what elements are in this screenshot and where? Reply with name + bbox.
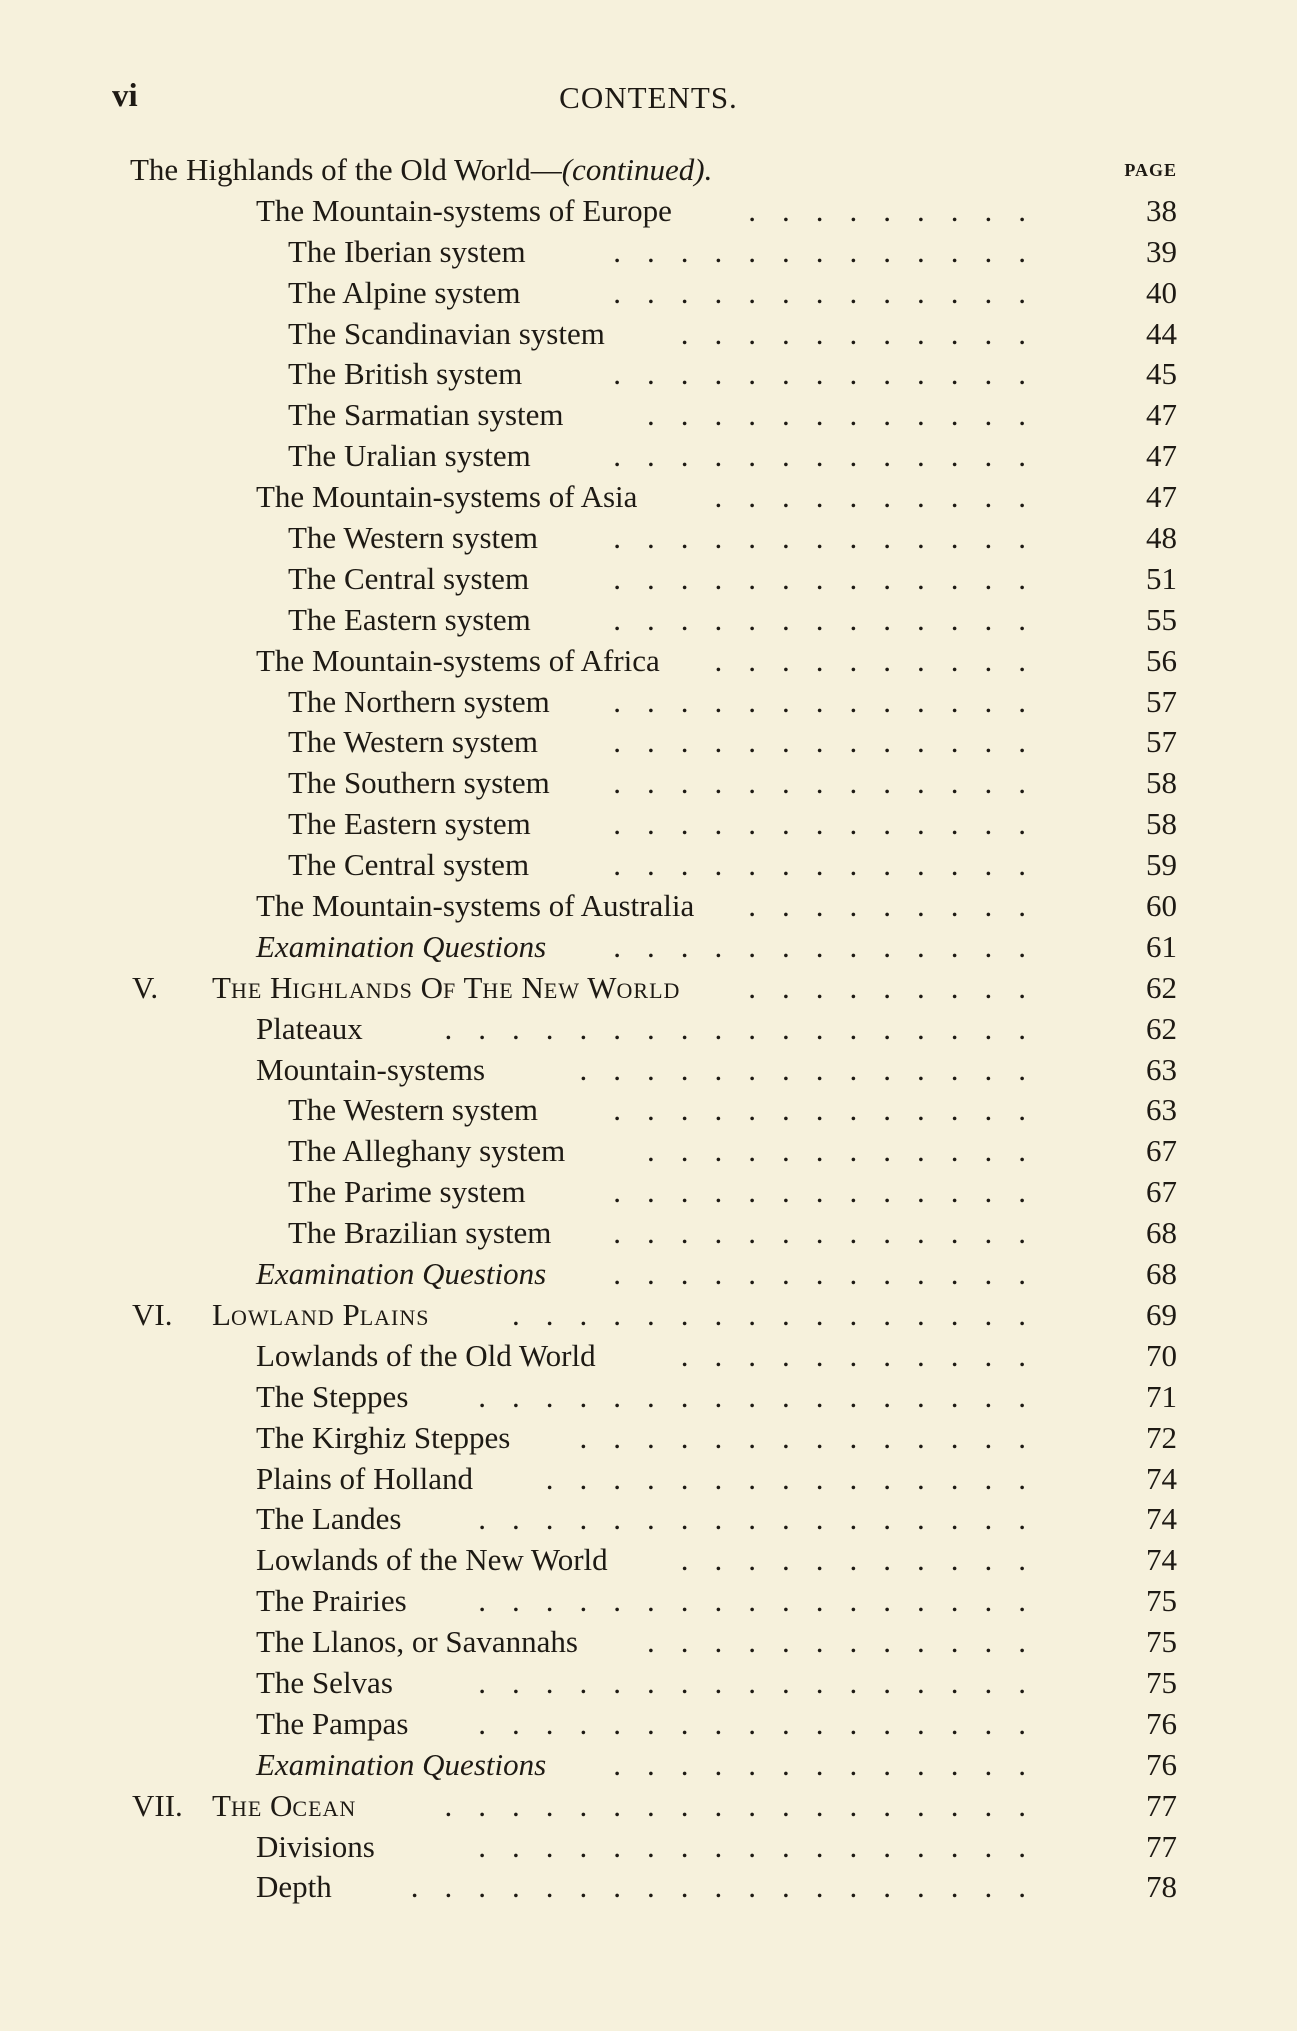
page-number: vi xyxy=(112,78,138,114)
toc-entry xyxy=(0,1867,1297,1908)
toc-entry xyxy=(0,968,1297,1009)
toc-entry xyxy=(0,559,1297,600)
toc-entry xyxy=(0,1131,1297,1172)
toc-entry-title: The Eastern system xyxy=(288,601,531,637)
toc-page-number: 44 xyxy=(1146,315,1177,351)
toc-entry xyxy=(0,1295,1297,1336)
toc-page-number: 56 xyxy=(1146,642,1177,678)
toc-entry-title: The Mountain-systems of Australia xyxy=(256,888,695,924)
toc-entry xyxy=(0,804,1297,845)
toc-entry-title: The Mountain-systems of Europe xyxy=(256,192,672,228)
toc-entry-title xyxy=(132,1786,356,1830)
toc-page-number: 57 xyxy=(1146,683,1177,719)
toc-entry xyxy=(0,1254,1297,1295)
leader-dots: ............. xyxy=(613,806,1052,842)
leader-dots: ................. xyxy=(478,1705,1052,1741)
toc-entry-title: The Landes xyxy=(256,1501,402,1537)
toc-entry xyxy=(0,1622,1297,1663)
toc-entry xyxy=(0,1745,1297,1786)
toc-page-number: 63 xyxy=(1146,1051,1177,1087)
toc-page-number: 58 xyxy=(1146,806,1177,842)
leader-dots: ............. xyxy=(613,520,1052,556)
toc-entry xyxy=(0,232,1297,273)
toc-page-number: 47 xyxy=(1146,479,1177,515)
leader-dots: ............. xyxy=(613,438,1052,474)
toc-entry xyxy=(0,314,1297,355)
leader-dots: ........... xyxy=(680,1542,1052,1578)
toc-page-number: 67 xyxy=(1146,1174,1177,1210)
chapter-title: LOWLAND PLAINS xyxy=(212,1296,430,1332)
toc-page-number: 78 xyxy=(1146,1869,1177,1905)
running-title: CONTENTS. xyxy=(559,80,738,115)
toc-entry-title: The Sarmatian system xyxy=(288,397,564,433)
chapter-numeral: V. xyxy=(132,969,159,1005)
toc-entry xyxy=(0,1827,1297,1868)
toc-entry-title: The Southern system xyxy=(288,765,550,801)
toc-entry-title: Mountain-systems xyxy=(256,1051,486,1087)
toc-entry xyxy=(0,886,1297,927)
toc-entry-title: The Prairies xyxy=(256,1583,407,1619)
toc-entry-title: Examination Questions xyxy=(256,1746,547,1782)
toc-entry xyxy=(0,1377,1297,1418)
toc-entry xyxy=(0,477,1297,518)
toc-page-number: 76 xyxy=(1146,1746,1177,1782)
toc-entry-title: The Western system xyxy=(288,724,539,760)
continued-heading-italic: (continued). xyxy=(561,152,713,187)
toc-entry-title: The Western system xyxy=(288,520,539,556)
leader-dots: ......... xyxy=(748,969,1052,1005)
toc-entry xyxy=(0,1418,1297,1459)
toc-entry-title: The Llanos, or Savannahs xyxy=(256,1624,578,1660)
toc-entry-title: The Scandinavian system xyxy=(288,315,605,351)
toc-entry xyxy=(0,600,1297,641)
leader-dots: .......... xyxy=(714,479,1052,515)
chapter-numeral: VI. xyxy=(132,1296,173,1332)
toc-entry xyxy=(0,927,1297,968)
leader-dots: .............. xyxy=(579,1419,1052,1455)
leader-dots: ................... xyxy=(410,1869,1052,1905)
chapter-title: THE OCEAN xyxy=(212,1787,357,1823)
leader-dots: ................. xyxy=(478,1664,1052,1700)
toc-page-number: 62 xyxy=(1146,1010,1177,1046)
toc-entry xyxy=(0,354,1297,395)
leader-dots: ............. xyxy=(613,274,1052,310)
toc-page-number: 63 xyxy=(1146,1092,1177,1128)
leader-dots: ............. xyxy=(613,847,1052,883)
leader-dots: ........... xyxy=(680,1337,1052,1373)
toc-entry xyxy=(0,1459,1297,1500)
leader-dots: ............ xyxy=(647,1624,1052,1660)
toc-entry xyxy=(0,436,1297,477)
toc-entry xyxy=(0,1540,1297,1581)
toc-entry-title: The Northern system xyxy=(288,683,550,719)
toc-entry xyxy=(0,722,1297,763)
toc-entry-title xyxy=(132,968,680,1012)
toc-entry-title: Divisions xyxy=(256,1828,375,1864)
leader-dots: ......... xyxy=(748,888,1052,924)
toc-page-number: 70 xyxy=(1146,1337,1177,1373)
page-column-label: PAGE xyxy=(1124,160,1177,180)
leader-dots: ............. xyxy=(613,1256,1052,1292)
toc-entry-title: The Mountain-systems of Asia xyxy=(256,479,638,515)
toc-continued-heading xyxy=(0,150,1297,191)
toc-page-number: 67 xyxy=(1146,1133,1177,1169)
toc-entry-title: The British system xyxy=(288,356,523,392)
toc-entry xyxy=(0,1213,1297,1254)
leader-dots: ............. xyxy=(613,1746,1052,1782)
toc-page-number: 45 xyxy=(1146,356,1177,392)
leader-dots: ................. xyxy=(478,1828,1052,1864)
toc-entry xyxy=(0,1704,1297,1745)
toc-entry xyxy=(0,1009,1297,1050)
toc-entry xyxy=(0,1090,1297,1131)
page-header xyxy=(0,78,1297,128)
leader-dots: ............. xyxy=(613,683,1052,719)
toc-entry-title: The Iberian system xyxy=(288,233,526,269)
toc-page-number: 48 xyxy=(1146,520,1177,556)
toc-page-number: 59 xyxy=(1146,847,1177,883)
leader-dots: ......... xyxy=(748,192,1052,228)
toc-page-number: 77 xyxy=(1146,1828,1177,1864)
toc-entry xyxy=(0,845,1297,886)
leader-dots: .................. xyxy=(444,1010,1052,1046)
continued-heading-text: The Highlands of the Old World— xyxy=(130,152,562,187)
leader-dots: ............. xyxy=(613,233,1052,269)
toc-page-number: 58 xyxy=(1146,765,1177,801)
toc-entry xyxy=(0,518,1297,559)
leader-dots: ............ xyxy=(647,397,1052,433)
leader-dots: .......... xyxy=(714,642,1052,678)
toc-entry-title: The Kirghiz Steppes xyxy=(256,1419,511,1455)
leader-dots: ............. xyxy=(613,724,1052,760)
toc-entry-title xyxy=(132,1295,429,1339)
leader-dots: ............. xyxy=(613,765,1052,801)
toc-page-number: 72 xyxy=(1146,1419,1177,1455)
toc-entry-title: The Selvas xyxy=(256,1664,393,1700)
toc-page-number: 77 xyxy=(1146,1787,1177,1823)
toc-page-number: 38 xyxy=(1146,192,1177,228)
toc-entry xyxy=(0,641,1297,682)
toc-entry xyxy=(0,1663,1297,1704)
leader-dots: ............... xyxy=(545,1460,1052,1496)
toc-page-number: 60 xyxy=(1146,888,1177,924)
toc-entry xyxy=(0,1050,1297,1091)
toc-entry-title: The Alpine system xyxy=(288,274,521,310)
toc-entry xyxy=(0,1336,1297,1377)
toc-page-number: 47 xyxy=(1146,397,1177,433)
toc-page-number: 74 xyxy=(1146,1542,1177,1578)
toc-entry-title: The Parime system xyxy=(288,1174,526,1210)
leader-dots: ............ xyxy=(647,1133,1052,1169)
toc-entry xyxy=(0,1172,1297,1213)
toc-page-number: 75 xyxy=(1146,1624,1177,1660)
toc-entry-title: Plains of Holland xyxy=(256,1460,473,1496)
toc-page-number: 55 xyxy=(1146,601,1177,637)
toc-entry-title: The Central system xyxy=(288,847,530,883)
leader-dots: ............. xyxy=(613,928,1052,964)
chapter-title: THE HIGHLANDS OF THE NEW WORLD xyxy=(212,969,681,1005)
toc-page-number: 75 xyxy=(1146,1664,1177,1700)
toc-page-number: 74 xyxy=(1146,1460,1177,1496)
leader-dots: ............. xyxy=(613,1215,1052,1251)
toc-page-number: 39 xyxy=(1146,233,1177,269)
table-of-contents xyxy=(0,150,1297,1908)
leader-dots: ............. xyxy=(613,601,1052,637)
toc-entry xyxy=(0,763,1297,804)
toc-entry xyxy=(0,1786,1297,1827)
toc-page-number: 69 xyxy=(1146,1296,1177,1332)
toc-page-number: 74 xyxy=(1146,1501,1177,1537)
leader-dots: .............. xyxy=(579,1051,1052,1087)
toc-entry-title: The Uralian system xyxy=(288,438,531,474)
toc-page-number: 47 xyxy=(1146,438,1177,474)
leader-dots: ............. xyxy=(613,560,1052,596)
toc-entry xyxy=(0,191,1297,232)
leader-dots: ........... xyxy=(680,315,1052,351)
toc-entry-title: The Alleghany system xyxy=(288,1133,566,1169)
toc-entry-title: The Western system xyxy=(288,1092,539,1128)
chapter-numeral: VII. xyxy=(132,1787,183,1823)
toc-entry-title: Lowlands of the Old World xyxy=(256,1337,596,1373)
toc-entry-title: The Mountain-systems of Africa xyxy=(256,642,660,678)
leader-dots: .................. xyxy=(444,1787,1052,1823)
toc-page-number: 68 xyxy=(1146,1256,1177,1292)
toc-page-number: 40 xyxy=(1146,274,1177,310)
toc-page-number: 51 xyxy=(1146,560,1177,596)
toc-entry xyxy=(0,1581,1297,1622)
leader-dots: ............. xyxy=(613,1174,1052,1210)
toc-entry-title: Depth xyxy=(256,1869,332,1905)
toc-entry xyxy=(0,395,1297,436)
toc-entry-title: Lowlands of the New World xyxy=(256,1542,608,1578)
leader-dots: ................. xyxy=(478,1583,1052,1619)
toc-entry xyxy=(0,682,1297,723)
toc-page-number: 71 xyxy=(1146,1378,1177,1414)
toc-page-number: 68 xyxy=(1146,1215,1177,1251)
toc-entry-title: The Central system xyxy=(288,560,530,596)
toc-page-number: 57 xyxy=(1146,724,1177,760)
leader-dots: ............. xyxy=(613,356,1052,392)
toc-entry-title: The Eastern system xyxy=(288,806,531,842)
toc-entry-title: Plateaux xyxy=(256,1010,363,1046)
leader-dots: ................ xyxy=(512,1296,1052,1332)
toc-entry xyxy=(0,273,1297,314)
leader-dots: ............. xyxy=(613,1092,1052,1128)
toc-page-number: 62 xyxy=(1146,969,1177,1005)
toc-page-number: 61 xyxy=(1146,928,1177,964)
toc-entry-title: The Brazilian system xyxy=(288,1215,552,1251)
toc-entry-title: The Pampas xyxy=(256,1705,409,1741)
leader-dots: ................. xyxy=(478,1378,1052,1414)
leader-dots: ................. xyxy=(478,1501,1052,1537)
toc-entry-title: The Steppes xyxy=(256,1378,409,1414)
toc-entry xyxy=(0,1499,1297,1540)
toc-entry-title: Examination Questions xyxy=(256,928,547,964)
toc-page-number: 76 xyxy=(1146,1705,1177,1741)
toc-entry-title: Examination Questions xyxy=(256,1256,547,1292)
toc-page-number: 75 xyxy=(1146,1583,1177,1619)
